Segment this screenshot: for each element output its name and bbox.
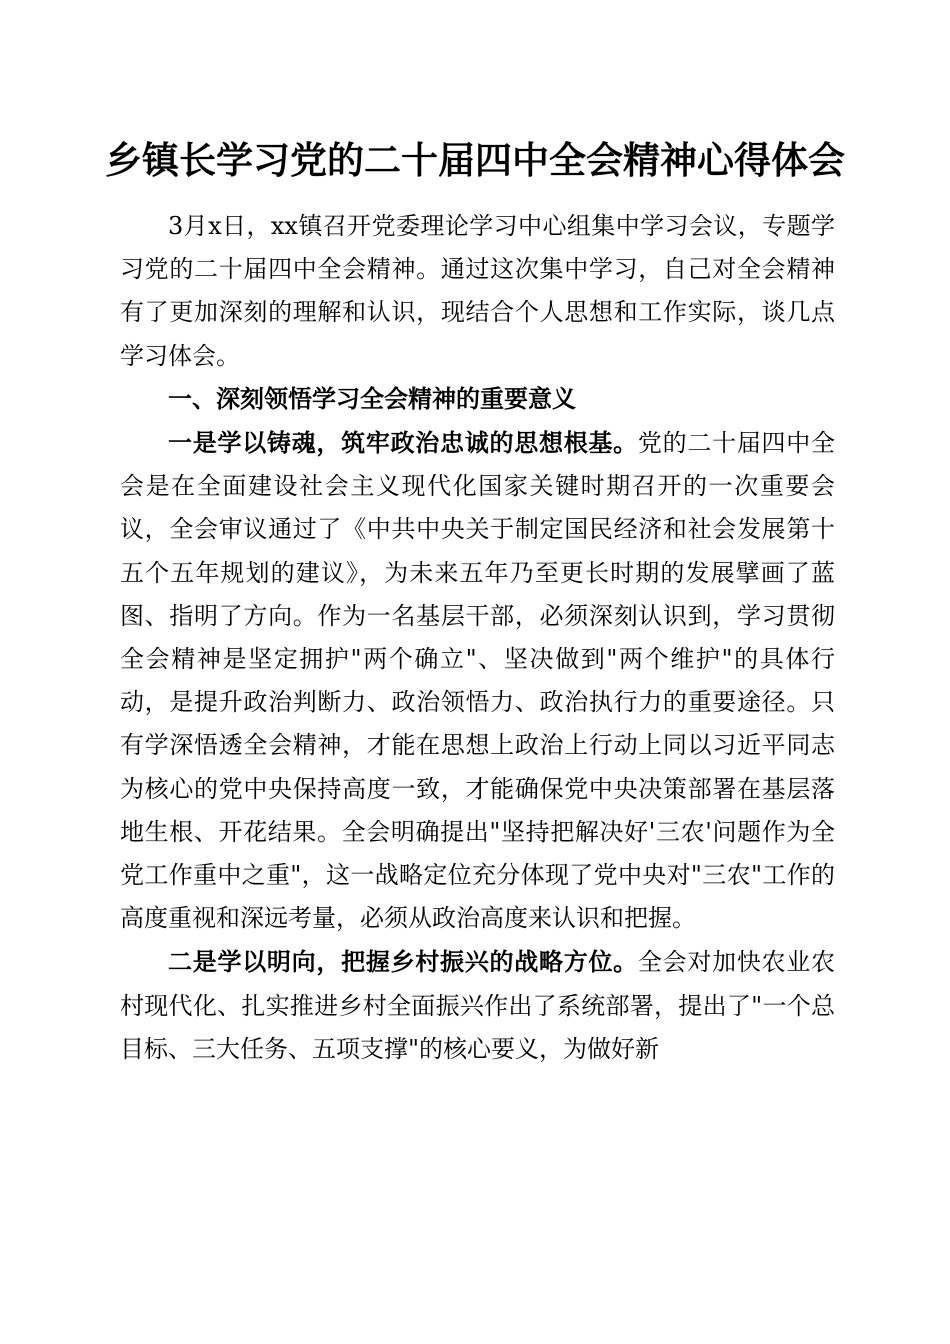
intro-paragraph: 3月x日，xx镇召开党委理论学习中心组集中学习会议，专题学习党的二十届四中全会精神。通过这次集中学习，自己对全会精神有了更加深刻的理解和认识，现结合个人思想和工作实际，谈几点学习体会。	[120, 212, 835, 370]
paragraph-2-body: 全会对加快农业农村现代化、扎实推进乡村全面振兴作出了系统部署，提出了"一个总目标、三大任务、五项支撑"的核心要义，为做好新	[120, 948, 836, 1063]
paragraph-2	[120, 940, 835, 1071]
paragraph-1	[120, 421, 835, 940]
paragraph-1-lead: 一是学以铸魂，筑牢政治忠诚的思想根基。	[168, 428, 638, 458]
paragraph-1-body: 党的二十届四中全会是在全面建设社会主义现代化国家关键时期召开的一次重要会议，全会审议通过了《中共中央关于制定国民经济和社会发展第十五个五年规划的建议》，为未来五年乃至更长时期的发展擘画了蓝图、指明了方向。作为一名基层干部，必须深刻认识到，学习贯彻全会精神是坚定拥护"两个确立"、坚决做到"两个维护"的具体行动，是提升政治判断力、政治领悟力、政治执行力的重要途径。只有学深悟透全会精神，才能在思想上政治上行动上同以习近平同志为核心的党中央保持高度一致，才能确保党中央决策部署在基层落地生根、开花结果。全会明确提出"坚持把解决好'三农'问题作为全党工作重中之重"，这一战略定位充分体现了党中央对"三农"工作的高度重视和深远考量，必须从政治高度来认识和把握。	[120, 429, 836, 933]
document-body	[120, 205, 835, 1071]
document-title: 乡镇长学习党的二十届四中全会精神心得体会	[105, 138, 845, 182]
section-heading: 一、深刻领悟学习全会精神的重要意义	[168, 384, 576, 413]
paragraph-2-lead: 二是学以明向，把握乡村振兴的战略方位。	[168, 947, 638, 977]
